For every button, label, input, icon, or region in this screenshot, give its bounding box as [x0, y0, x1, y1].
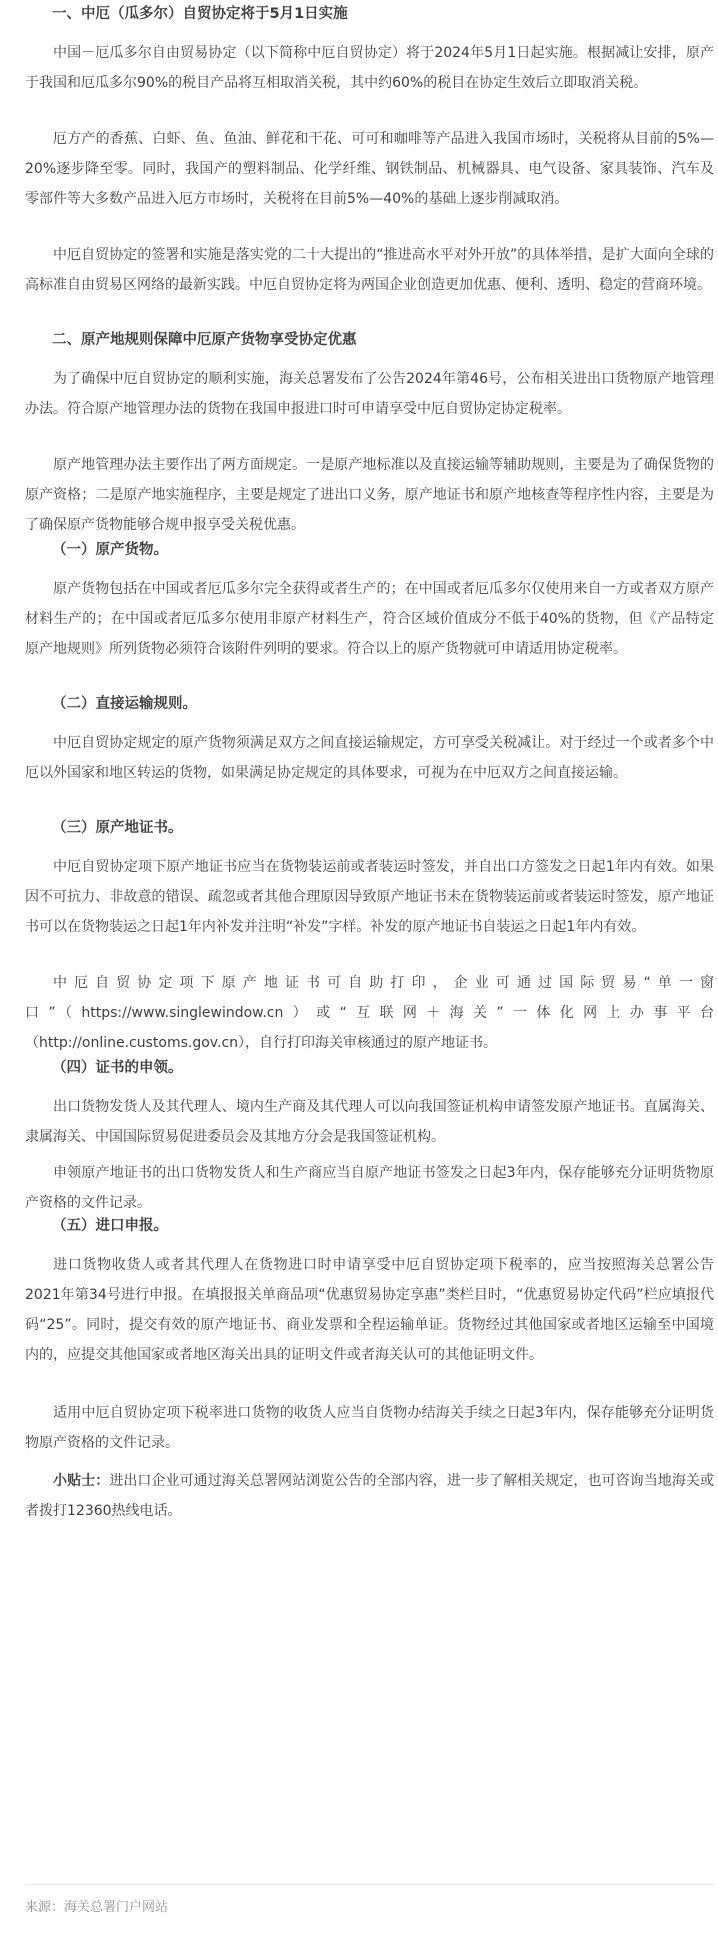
subsection-3-heading: （三）原产地证书。 [52, 820, 183, 836]
footer-divider [25, 1884, 714, 1885]
subsection-4-paragraph-2: 申领原产地证书的出口货物发货人和生产商应当自原产地证书签发之日起3年内，保存能够充分证明货物原产资格的文件记录。 [25, 1165, 714, 1211]
subsection-4-paragraph-1: 出口货物发货人及其代理人、境内生产商及其代理人可以向我国签证机构申请签发原产地证书。直属海关、隶属海关、中国国际贸易促进委员会及其地方分会是我国签证机构。 [25, 1099, 714, 1145]
subsection-4-heading: （四）证书的申领。 [52, 1060, 183, 1076]
subsection-2-heading: （二）直接运输规则。 [52, 696, 197, 712]
subsection-5-heading: （五）进口申报。 [52, 1218, 168, 1234]
section-1-heading: 一、中厄（瓜多尔）自贸协定将于5月1日实施 [52, 6, 348, 22]
subsection-2-paragraph-1: 中厄自贸协定规定的原产货物须满足双方之间直接运输规定，方可享受关税减让。对于经过一个或者多个中厄以外国家和地区转运的货物，如果满足协定规定的具体要求，可视为在中厄双方之间直接运输。 [25, 735, 714, 781]
section-2-paragraph-1: 为了确保中厄自贸协定的顺利实施，海关总署发布了公告2024年第46号，公布相关进出口货物原产地管理办法。符合原产地管理办法的货物在我国申报进口时可申请享受中厄自贸协定协定税率。 [25, 371, 714, 417]
subsection-3-paragraph-1: 中厄自贸协定项下原产地证书应当在货物装运前或者装运时签发，并自出口方签发之日起1年内有效。如果因不可抗力、非故意的错误、疏忽或者其他合理原因导致原产地证书未在货物装运前或者装运时签发，原产地证书可以在货物装运之日起1年内补发并注明“补发”字样。补发的原产地证书自装运之日起1年内有效。 [25, 859, 714, 935]
source-attribution: 来源：海关总署门户网站 [25, 1900, 169, 1915]
subsection-3-paragraph-2: 中厄自贸协定项下原产地证书可自助打印，企业可通过国际贸易“单一窗口”（https://www.singlewindow.cn）或“互联网＋海关”一体化网上办事平台（http://online.customs.gov.cn），自行打印海关审核通过的原产地证书。 [25, 975, 714, 1051]
section-2-heading: 二、原产地规则保障中厄原产货物享受协定优惠 [52, 332, 357, 348]
subsection-1-paragraph-1: 原产货物包括在中国或者厄瓜多尔完全获得或者生产的；在中国或者厄瓜多尔仅使用来自一方或者双方原产材料生产的；在中国或者厄瓜多尔使用非原产材料生产，符合区域价值成分不低于40%的货物，但《产品特定原产地规则》所列货物必须符合该附件列明的要求。符合以上的原产货物就可申请适用协定税率。 [25, 581, 714, 657]
tip-label: 小贴士： [53, 1473, 110, 1489]
section-1-paragraph-3: 中厄自贸协定的签署和实施是落实党的二十大提出的“推进高水平对外开放”的具体举措，是扩大面向全球的高标准自由贸易区网络的最新实践。中厄自贸协定将为两国企业创造更加优惠、便利、透明、稳定的营商环境。 [25, 247, 714, 293]
tip-paragraph [25, 1466, 714, 1526]
subsection-5-paragraph-1: 进口货物收货人或者其代理人在货物进口时申请享受中厄自贸协定项下税率的，应当按照海关总署公告2021年第34号进行申报。在填报报关单商品项“优惠贸易协定享惠”类栏目时，“优惠贸易协定代码”栏应填报代码“25”。同时，提交有效的原产地证书、商业发票和全程运输单证。货物经过其他国家或者地区运输至中国境内的，应提交其他国家或者地区海关出具的证明文件或者海关认可的其他证明文件。 [25, 1257, 714, 1363]
section-1-paragraph-1: 中国－厄瓜多尔自由贸易协定（以下简称中厄自贸协定）将于2024年5月1日起实施。根据减让安排，原产于我国和厄瓜多尔90%的税目产品将互相取消关税，其中约60%的税目在协定生效后立即取消关税。 [25, 45, 714, 91]
section-1-paragraph-2: 厄方产的香蕉、白虾、鱼、鱼油、鲜花和干花、可可和咖啡等产品进入我国市场时，关税将从目前的5%—20%逐步降至零。同时，我国产的塑料制品、化学纤维、钢铁制品、机械器具、电气设备、家具装饰、汽车及零部件等大多数产品进入厄方市场时，关税将在目前5%—40%的基础上逐步削减取消。 [25, 131, 714, 207]
section-2-paragraph-2: 原产地管理办法主要作出了两方面规定。一是原产地标准以及直接运输等辅助规则，主要是为了确保货物的原产资格；二是原产地实施程序，主要是规定了进出口义务，原产地证书和原产地核查等程序性内容，主要是为了确保原产货物能够合规申报享受关税优惠。 [25, 457, 714, 533]
tip-text: 进出口企业可通过海关总署网站浏览公告的全部内容，进一步了解相关规定，也可咨询当地海关或者拨打12360热线电话。 [25, 1473, 715, 1519]
subsection-1-heading: （一）原产货物。 [52, 542, 168, 558]
subsection-5-paragraph-2: 适用中厄自贸协定项下税率进口货物的收货人应当自货物办结海关手续之日起3年内，保存能够充分证明货物原产资格的文件记录。 [25, 1405, 714, 1451]
